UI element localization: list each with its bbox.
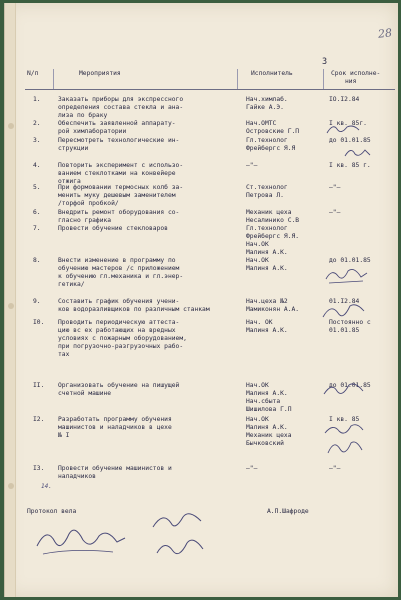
binding-hole xyxy=(8,303,14,309)
header-divider xyxy=(237,69,238,89)
row-number: 9. xyxy=(33,298,41,305)
row-activity: Внедрить ремонт оборудования со- гласно графика xyxy=(58,209,180,224)
row-number: I0. xyxy=(33,319,45,326)
row-executor: Нач.ОК Малиня А.К. xyxy=(246,257,288,272)
protocol-label: Протокол вела xyxy=(27,508,77,515)
row-executor: Нач.ОМТС Островские Г.П xyxy=(246,120,300,135)
binding-hole xyxy=(8,123,14,129)
signature-footer-middle xyxy=(147,505,217,567)
row-deadline: –"– xyxy=(329,465,341,472)
row-deadline: –"– xyxy=(329,184,341,191)
row-activity: Организовать обучение на пишущей счетной машине xyxy=(58,382,180,397)
row-activity: Составить график обучения учени- ков водоразливщиков по различным станкам xyxy=(58,298,210,313)
header-deadline-line2: ния xyxy=(345,78,357,85)
row-activity: Повторить эксперимент с использо- ванием стеклотками на конвейере отжига xyxy=(58,162,184,185)
binding-margin xyxy=(5,3,16,597)
header-divider xyxy=(53,69,54,89)
header-rule xyxy=(25,89,395,90)
header-deadline-line1: Срок исполне- xyxy=(331,70,381,77)
handwritten-page-number: 28 xyxy=(377,26,393,41)
binding-hole xyxy=(8,483,14,489)
row-number: 3. xyxy=(33,137,41,144)
row-activity: Внести изменение в программу по обучению мастеров /с приложением к обучению гл.механика и гл.энер- гетика/ xyxy=(58,257,184,288)
signature-row1 xyxy=(323,121,363,137)
row-executor: Нач.ОК Малиня А.К. Механик цеха Бычковский xyxy=(246,416,292,447)
row-deadline: Постоянно с 01.01.85 xyxy=(329,319,371,334)
row-executor: Ст.технолог Петрова Л. xyxy=(246,184,288,199)
document-sheet xyxy=(4,3,398,597)
row-activity: Пересмотреть технологические ин- струкции xyxy=(58,137,180,152)
row-number: 8. xyxy=(33,257,41,264)
row-deadline: IO.I2.84 xyxy=(329,96,360,103)
handwritten-mark: 14. xyxy=(41,483,52,490)
row-deadline: до 01.01.85 xyxy=(329,137,371,144)
row-activity: При формовании термосных колб за- менить муку дешевым заменителем /торфой пробкой/ xyxy=(58,184,184,207)
row-activity: Провести обучение стекловаров xyxy=(58,225,168,232)
row-activity: Проводить периодическую аттеста- цию вс ех работающих на вредных условиях с пожарным оборудованием, при погрузочно-разгрузочных рабо- тах xyxy=(58,319,187,358)
row-activity: Заказать приборы для экспрессного определения состава стекла и ана- лиза по браку xyxy=(58,96,184,119)
row-number: I3. xyxy=(33,465,45,472)
row-deadline: I кв. 85 г. xyxy=(329,162,371,169)
row-executor: –"– xyxy=(246,162,258,169)
row-activity: Обеспечить заявленной аппарату- рой химлаборатории xyxy=(58,120,176,135)
row-executor: Нач.ОК Малиня А.К. Нач.сбыта Шишилова Г.П xyxy=(246,382,292,413)
row-deadline: до 01.01.85 xyxy=(329,257,371,264)
row-number: II. xyxy=(33,382,45,389)
row-executor: Нач. ОК Малиня А.К. xyxy=(246,319,288,334)
row-activity: Провести обучение машинистов и наладчиков xyxy=(58,465,172,480)
signature-row7 xyxy=(323,265,369,287)
row-executor: –"– xyxy=(246,465,258,472)
signature-row2 xyxy=(343,146,373,160)
signature-footer-left xyxy=(33,518,129,560)
header-activities: Мероприятия xyxy=(79,70,121,77)
row-executor: Нач.химлаб. Гайке А.Э. xyxy=(246,96,288,111)
header-num: N/п xyxy=(27,70,39,77)
signature-row12 xyxy=(325,437,365,461)
header-divider xyxy=(323,69,324,89)
row-executor: Нач.цеха №2 Мамиконян А.А. xyxy=(246,298,300,313)
header-executor: Исполнитель xyxy=(251,70,293,77)
row-number: 4. xyxy=(33,162,41,169)
row-number: 5. xyxy=(33,184,41,191)
row-executor: Механик цеха Несалинико С.В xyxy=(246,209,300,224)
row-number: 7. xyxy=(33,225,41,232)
row-activity: Разработать программу обучения машинистов и наладчиков в цехе № I xyxy=(58,416,172,439)
signature-row10 xyxy=(321,379,367,401)
page-number: 3 xyxy=(322,57,328,67)
row-number: I2. xyxy=(33,416,45,423)
row-deadline: 01.I2.84 xyxy=(329,298,360,305)
row-deadline: I кв. 85г. xyxy=(329,120,367,127)
row-executor: Гл.технолог Фрейбергс Я.Я. Нач.ОК Малиня А.К. xyxy=(246,225,300,256)
row-number: 6. xyxy=(33,209,41,216)
signature-row8 xyxy=(321,301,367,323)
row-deadline: I кв. 85 xyxy=(329,416,360,423)
row-number: 2. xyxy=(33,120,41,127)
row-deadline: до 01.01.85 xyxy=(329,382,371,389)
row-number: 1. xyxy=(33,96,41,103)
row-deadline: –"– xyxy=(329,209,341,216)
protocol-signatory: А.П.Шафроде xyxy=(267,508,309,515)
row-executor: Гл.технолог Фрейбергс Я.Я xyxy=(246,137,296,152)
